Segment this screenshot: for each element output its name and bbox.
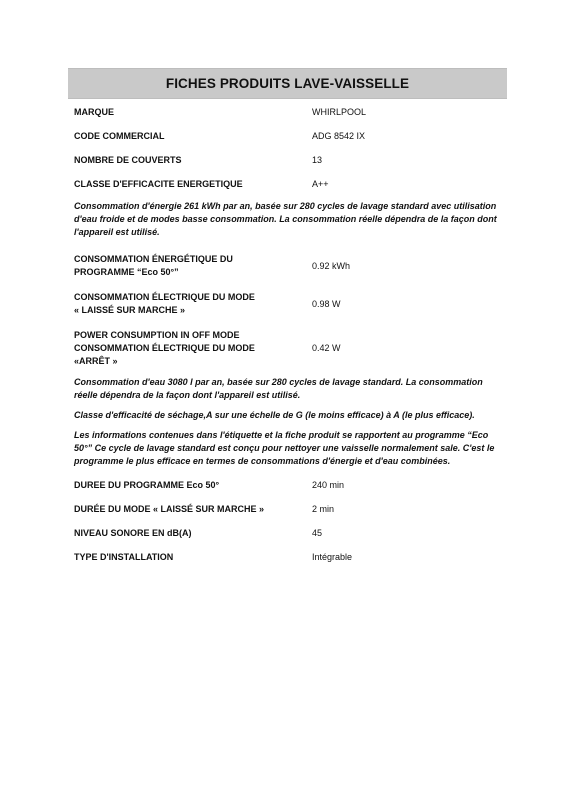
product-sheet	[68, 68, 507, 569]
row-label	[74, 291, 312, 317]
row-value: 2 min	[312, 504, 335, 514]
row-value: WHIRLPOOL	[312, 107, 367, 117]
label-line: «ARRÊT »	[74, 355, 118, 366]
energy-consumption-note: Consommation d'énergie 261 kWh par an, basée sur 280 cycles de lavage standard avec utilisation d'eau froide et de modes basse consommation. La consommation réelle dépendra de la façon dont l'appareil est utilisé.	[74, 201, 497, 237]
row-value: 45	[312, 528, 323, 538]
row-value: 0.92 kWh	[312, 261, 351, 271]
row-label	[74, 253, 312, 279]
row-label	[74, 329, 312, 368]
label-line: POWER CONSUMPTION IN OFF MODE	[74, 329, 240, 340]
row-label: NIVEAU SONORE EN dB(A)	[74, 527, 192, 538]
row-value: Intégrable	[312, 552, 353, 562]
row-value: 0.98 W	[312, 299, 341, 309]
row-label: CODE COMMERCIAL	[74, 130, 165, 141]
row-energy-class	[68, 172, 507, 196]
row-label: NOMBRE DE COUVERTS	[74, 154, 182, 165]
row-program-duration	[68, 473, 507, 497]
label-line: PROGRAMME “Eco 50°”	[74, 267, 179, 277]
row-label: DUREE DU PROGRAMME Eco 50°	[74, 479, 220, 490]
row-label: MARQUE	[74, 106, 114, 117]
label-line: « LAISSÉ SUR MARCHE »	[74, 305, 186, 315]
row-commercial-code	[68, 124, 507, 148]
row-value: A++	[312, 179, 329, 189]
label-line: CONSOMMATION ÉLECTRIQUE DU MODE	[74, 342, 255, 353]
row-label: CLASSE D'EFFICACITE ENERGETIQUE	[74, 178, 243, 189]
label-line: CONSOMMATION ÉNERGÉTIQUE DU	[74, 254, 233, 264]
row-label: DURÉE DU MODE « LAISSÉ SUR MARCHE »	[74, 503, 265, 514]
row-value: 13	[312, 155, 323, 165]
row-noise-level	[68, 521, 507, 545]
row-value: 240 min	[312, 480, 345, 490]
row-eco-program-energy	[68, 247, 507, 285]
row-place-settings	[68, 148, 507, 172]
label-line: CONSOMMATION ÉLECTRIQUE DU MODE	[74, 292, 255, 302]
water-consumption-note: Consommation d'eau 3080 l par an, basée sur 280 cycles de lavage standard. La consommation réelle dépendra de la façon dont l'appareil est utilisé.	[74, 377, 483, 400]
row-value: ADG 8542 IX	[312, 131, 366, 141]
label-info-note: Les informations contenues dans l'étiquette et la fiche produit se rapportent au programme “Eco 50°” Ce cycle de lavage standard est conçu pour nettoyer une vaisselle normalement sale. C'est le programme le plus efficace en termes de consommations d'énergie et d'eau combinées.	[74, 430, 495, 466]
row-off-mode-power	[68, 326, 507, 370]
row-left-on-power	[68, 285, 507, 323]
row-left-on-duration	[68, 497, 507, 521]
row-label: TYPE D'INSTALLATION	[74, 551, 174, 562]
row-brand	[68, 100, 507, 124]
drying-class-note: Classe d'efficacité de séchage,A sur une échelle de G (le moins efficace) à A (le plus efficace).	[74, 410, 475, 420]
row-value: 0.42 W	[312, 343, 341, 353]
row-installation-type	[68, 545, 507, 569]
page-title: FICHES PRODUITS LAVE-VAISSELLE	[68, 68, 507, 99]
